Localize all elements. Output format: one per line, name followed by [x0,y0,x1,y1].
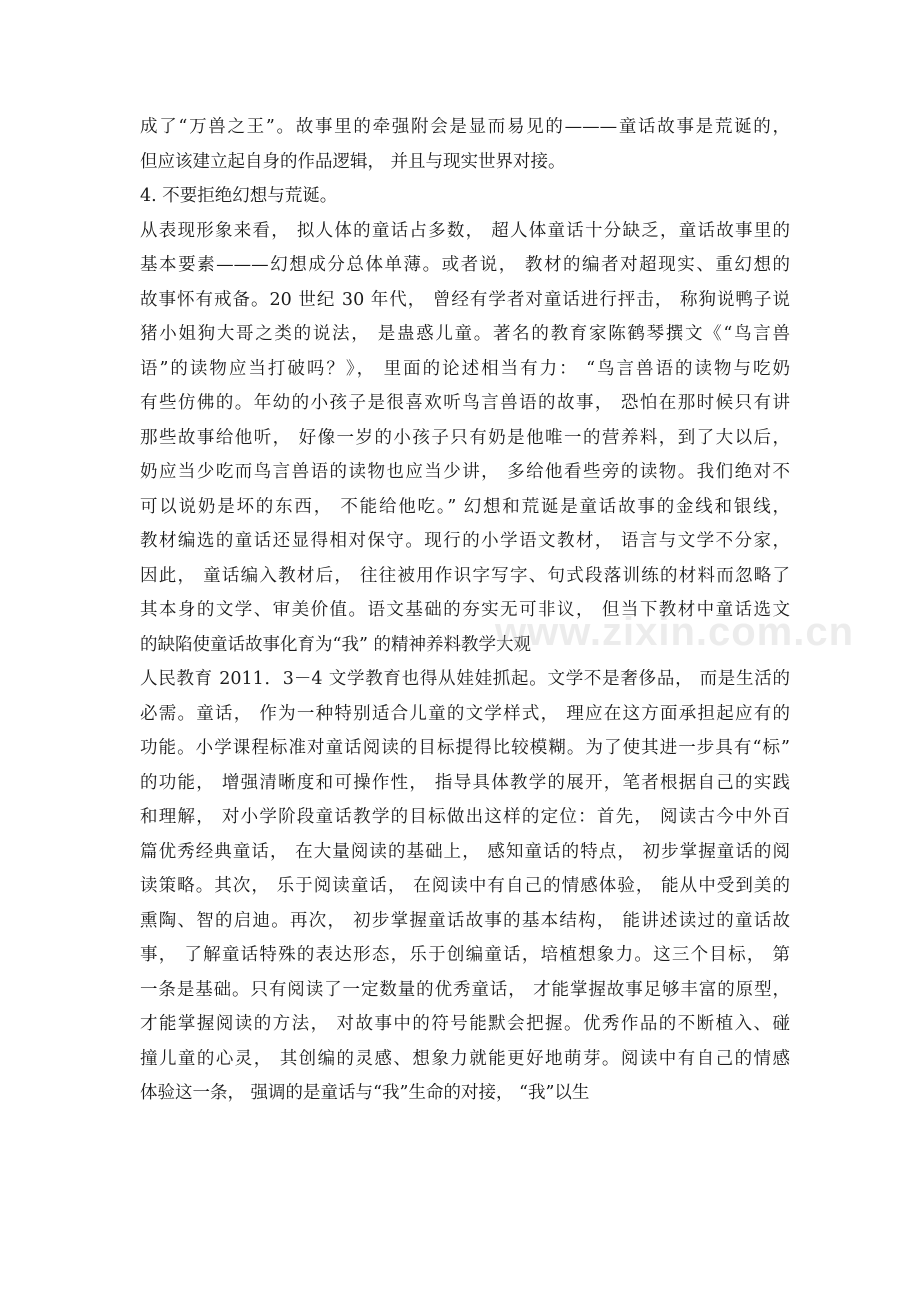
text-line: 故事怀有戒备。20 世纪 30 年代， 曾经有学者对童话进行抨击， 称狗说鸭子说 [140,289,790,310]
text-line: 的功能， 增强清晰度和可操作性， 指导具体教学的展开，笔者根据自己的实践 [140,772,790,793]
text-line: 的缺陷使童话故事化育为“我” 的精神养料教学大观 [140,634,531,655]
text-line: 篇优秀经典童话， 在大量阅读的基础上， 感知童话的特点， 初步掌握童话的阅 [140,841,790,862]
text-line: 从表现形象来看， 拟人体的童话占多数， 超人体童话十分缺乏，童话故事里的 [140,220,790,241]
text-line: 有些仿佛的。年幼的小孩子是很喜欢听鸟言兽语的故事， 恐怕在那时候只有讲 [140,393,790,413]
text-line: 读策略。其次， 乐于阅读童话， 在阅读中有自己的情感体验， 能从中受到美的 [140,876,790,896]
text-line: 熏陶、智的启迪。再次， 初步掌握童话故事的基本结构， 能讲述读过的童话故 [140,910,790,931]
text-line: 事， 了解童话特殊的表达形态，乐于创编童话，培植想象力。这三个目标， 第 [140,945,790,965]
section-heading: 4. 不要拒绝幻想与荒诞。 [140,186,338,206]
text-line: 可以说奶是坏的东西， 不能给他吃。” 幻想和荒诞是童话故事的金线和银线， [140,496,790,517]
text-line: 人民教育 2011．3－4 文学教育也得从娃娃抓起。文学不是奢侈品， 而是生活的 [140,669,790,689]
text-line: 必需。童话， 作为一种特别适合儿童的文学样式， 理应在这方面承担起应有的 [140,703,790,724]
text-line: 才能掌握阅读的方法， 对故事中的符号能默会把握。优秀作品的不断植入、碰 [140,1014,790,1034]
text-line: 教材编选的童话还显得相对保守。现行的小学语文教材， 语言与文学不分家， [140,531,790,551]
text-line: 猪小姐狗大哥之类的说法， 是蛊惑儿童。著名的教育家陈鹤琴撰文《“鸟言兽 [140,324,790,344]
text-line: 因此， 童话编入教材后， 往往被用作识字写字、句式段落训练的材料而忽略了 [140,565,790,586]
text-line: 功能。小学课程标准对童话阅读的目标提得比较模糊。为了使其进一步具有“标” [140,738,790,758]
text-line: 基本要素———幻想成分总体单薄。或者说， 教材的编者对超现实、重幻想的 [140,255,790,275]
text-line: 成了“万兽之王”。故事里的牵强附会是显而易见的———童话故事是荒诞的， [140,117,790,137]
text-line: 其本身的文学、审美价值。语文基础的夯实无可非议， 但当下教材中童话选文 [140,600,790,620]
watermark: www.zixin.com.cn [495,610,855,654]
text-line: 撞儿童的心灵， 其创编的灵感、想象力就能更好地萌芽。阅读中有自己的情感 [140,1048,790,1069]
text-line: 体验这一条， 强调的是童话与“我”生命的对接， “我”以生 [140,1083,590,1103]
text-line: 但应该建立起自身的作品逻辑， 并且与现实世界对接。 [140,151,566,172]
text-line: 和理解， 对小学阶段童话教学的目标做出这样的定位：首先， 阅读古今中外百 [140,807,790,827]
document-body [140,110,790,1111]
text-line: 那些故事给他听， 好像一岁的小孩子只有奶是他唯一的营养料，到了大以后， [140,427,790,448]
text-line: 奶应当少吃而鸟言兽语的读物也应当少讲， 多给他看些旁的读物。我们绝对不 [140,462,790,482]
text-line: 一条是基础。只有阅读了一定数量的优秀童话， 才能掌握故事足够丰富的原型， [140,979,790,1000]
text-line: 语”的读物应当打破吗？》， 里面的论述相当有力： “鸟言兽语的读物与吃奶 [140,358,790,379]
